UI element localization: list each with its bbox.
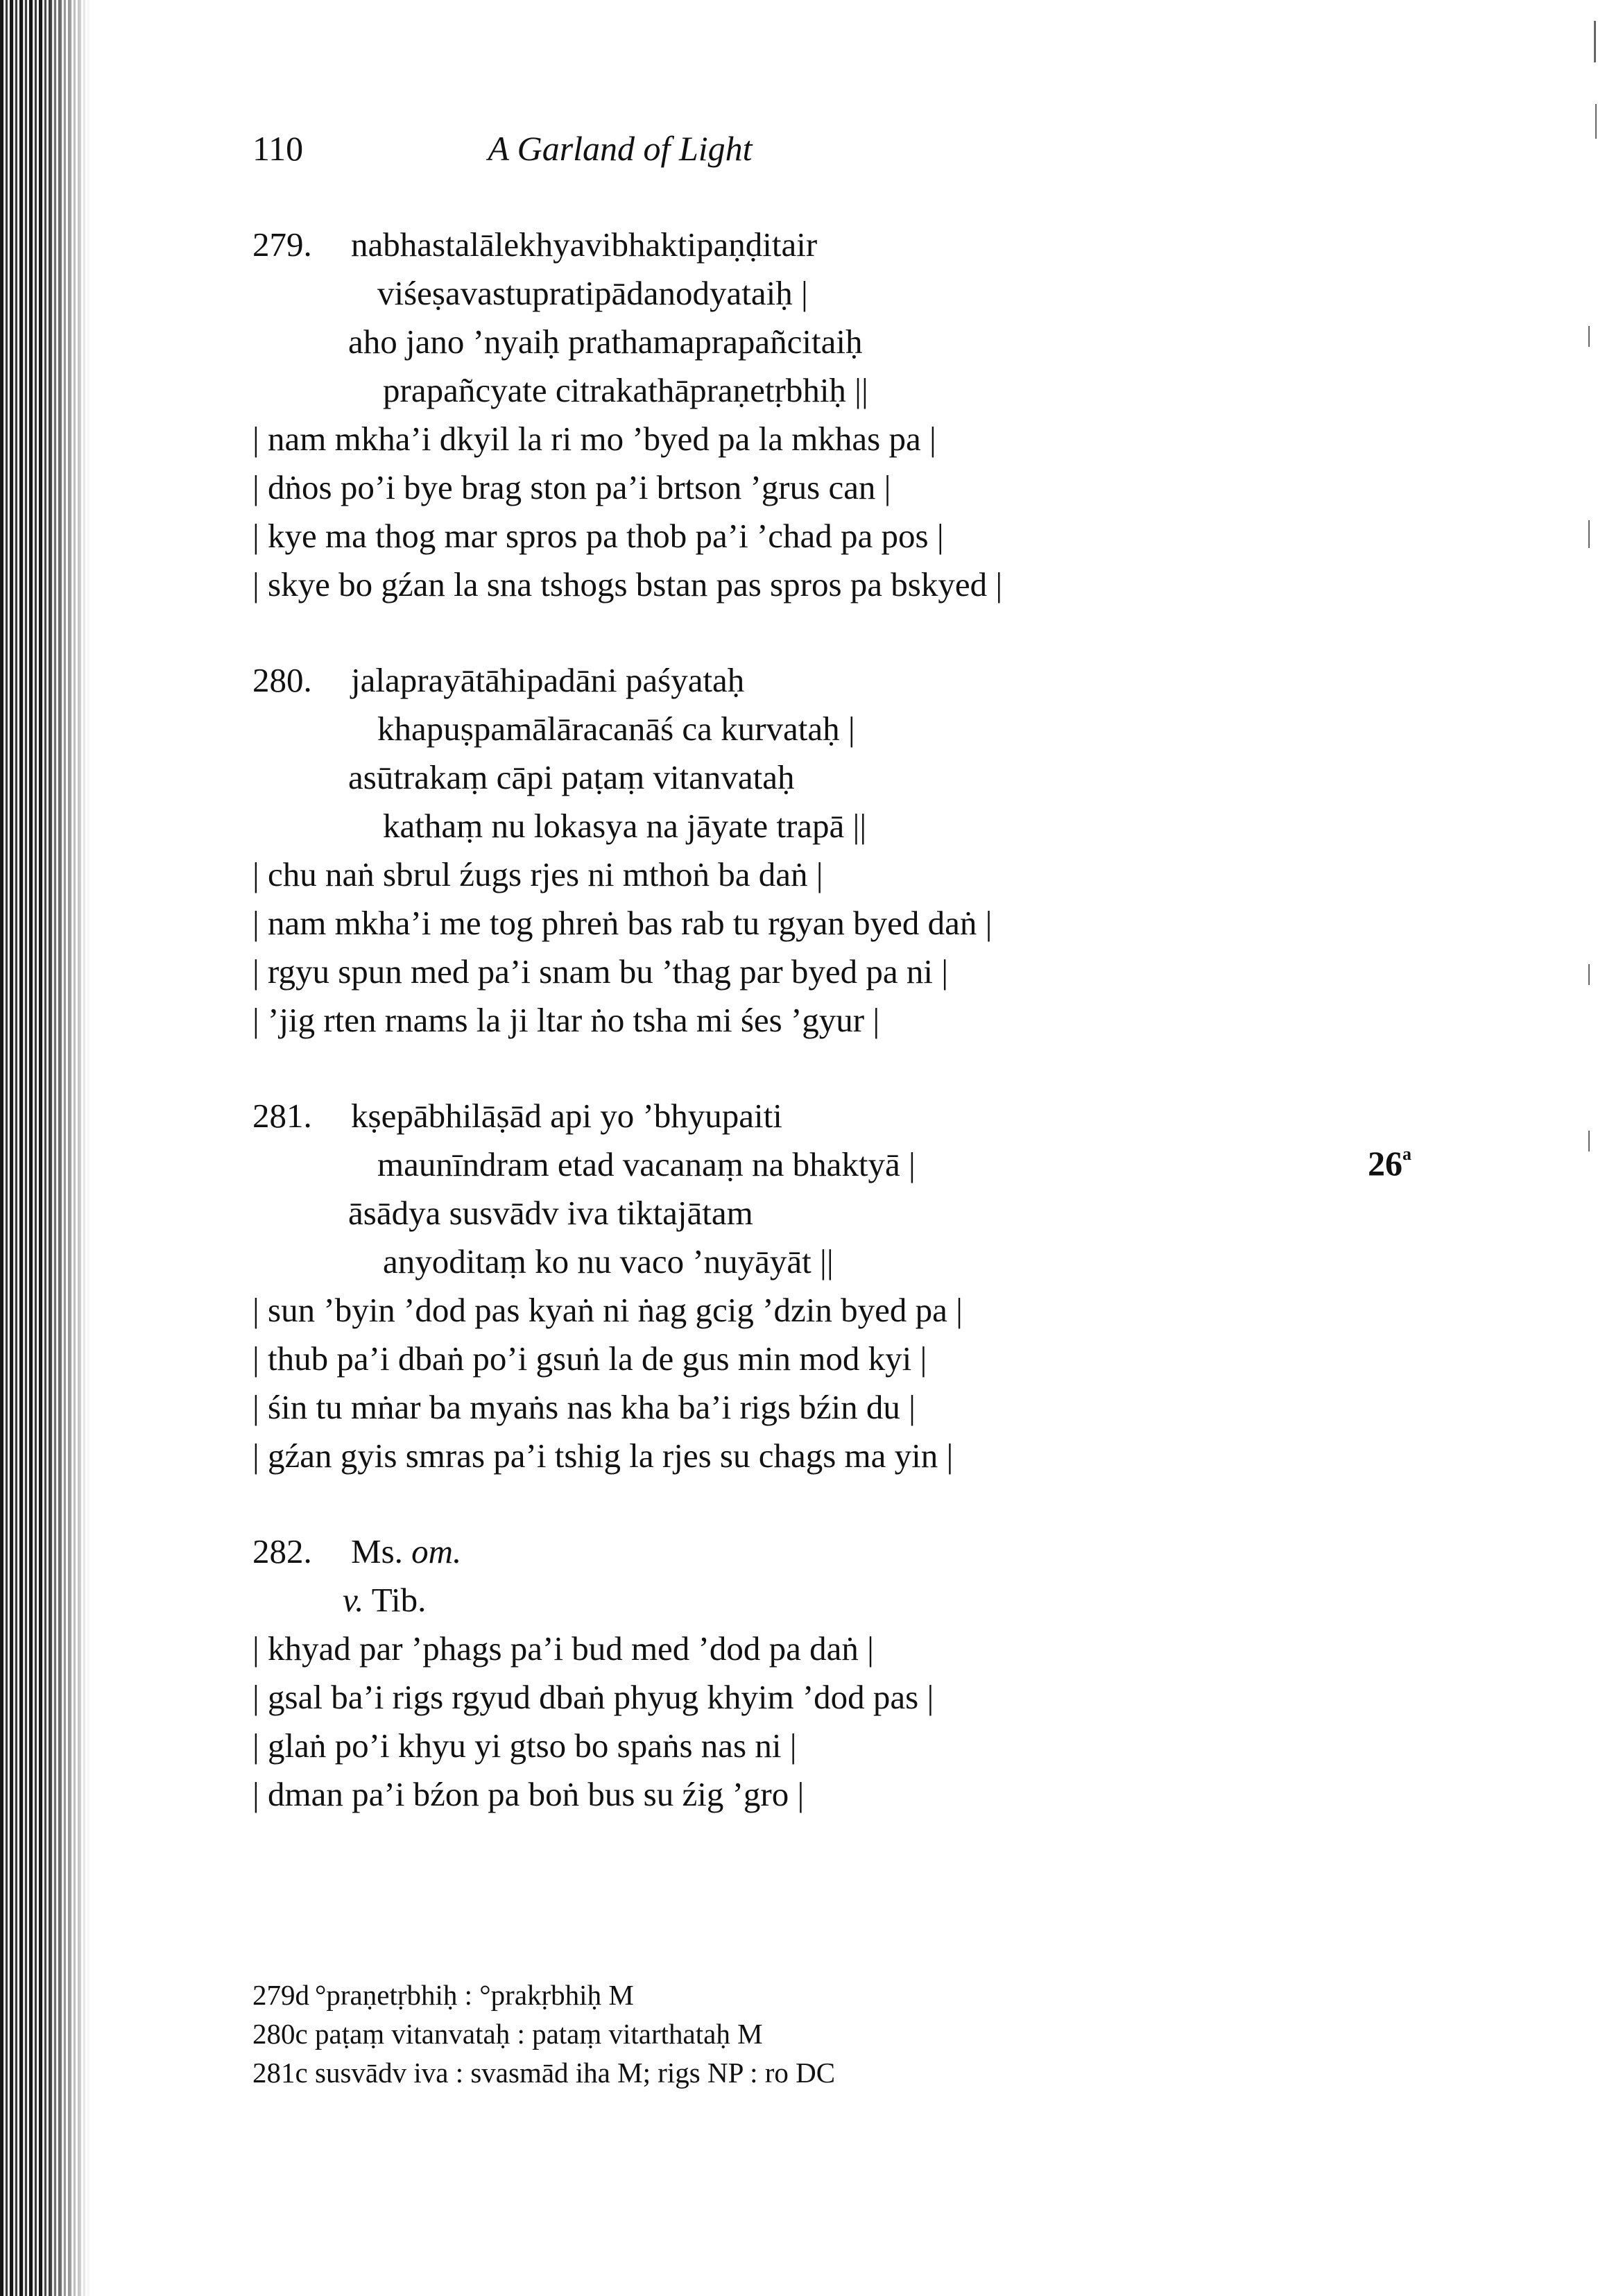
sanskrit-line: āsādya susvādv iva tiktajātam — [348, 1194, 753, 1232]
verse-282 — [252, 1527, 1223, 1819]
page-edge-mark — [1588, 964, 1590, 985]
tibetan-line: | dman pa’i bźon pa boṅ bus su źig ’gro | — [252, 1775, 805, 1813]
tibetan-line: | kye ma thog mar spros pa thob pa’i ’chad pa pos | — [252, 517, 944, 555]
tibetan-line: | dṅos po’i bye brag ston pa’i brtson ’grus can | — [252, 468, 891, 506]
footnote-ref: 280c — [252, 2018, 308, 2050]
running-title: A Garland of Light — [488, 129, 753, 168]
verse-number: 280. — [252, 661, 312, 699]
tibetan-line: | khyad par ’phags pa’i bud med ’dod pa daṅ | — [252, 1629, 874, 1668]
footnote-text: paṭaṃ vitanvataḥ : pataṃ vitarthataḥ M — [315, 2018, 763, 2050]
verse-279 — [252, 221, 1223, 609]
tibetan-line: | gźan gyis smras pa’i tshig la rjes su chags ma yin | — [252, 1437, 954, 1475]
sanskrit-line: 279. nabhastalālekhyavibhaktipaṇḍitair — [252, 221, 1223, 269]
tibetan-line: | ’jig rten rnams la ji ltar ṅo tsha mi śes ’gyur | — [252, 1001, 880, 1039]
sanskrit-line: kathaṃ nu lokasya na jāyate trapā || — [383, 807, 867, 845]
footnote — [252, 2053, 1293, 2092]
footnote-text: susvādv iva : svasmād iha M; rigs NP : ro DC — [315, 2057, 836, 2089]
verse-number: 281. — [252, 1097, 312, 1135]
tibetan-line: | skye bo gźan la sna tshogs bstan pas spros pa bskyed | — [252, 565, 1003, 603]
tibetan-line: | nam mkha’i me tog phreṅ bas rab tu rgyan byed daṅ | — [252, 904, 993, 942]
verse-number: 282. — [252, 1532, 312, 1570]
footnotes — [252, 1976, 1293, 2092]
sanskrit-line: maunīndram etad vacanaṃ na bhaktyā | — [377, 1145, 916, 1183]
tibetan-line: | nam mkha’i dkyil la ri mo ’byed pa la mkhas pa | — [252, 420, 936, 458]
page-edge-mark — [1588, 520, 1590, 548]
page-header — [252, 128, 988, 177]
verse-281 — [252, 1092, 1223, 1480]
sanskrit-line: asūtrakaṃ cāpi paṭaṃ vitanvataḥ — [348, 758, 795, 796]
footnote-ref: 281c — [252, 2057, 308, 2089]
footnote — [252, 2014, 1293, 2053]
tibetan-line: | glaṅ po’i khyu yi gtso bo spaṅs nas ni | — [252, 1727, 797, 1765]
spine-gradient — [42, 0, 90, 2296]
verse-number: 279. — [252, 225, 312, 264]
tibetan-line: | rgyu spun med pa’i snam bu ’thag par byed pa ni | — [252, 952, 949, 991]
tibetan-line: | śin tu mṅar ba myaṅs nas kha ba’i rigs bźin du | — [252, 1388, 916, 1426]
verse-list — [252, 221, 1223, 1866]
page-edge-mark — [1588, 1131, 1590, 1151]
page-edge-mark — [1588, 326, 1590, 347]
sanskrit-line: aho jano ’nyaiḥ prathamaprapañcitaiḥ — [348, 323, 863, 361]
sanskrit-line: viśeṣavastupratipādanodyataiḥ | — [377, 274, 808, 312]
footnote-ref: 279d — [252, 1979, 309, 2011]
sanskrit-line: prapañcyate citrakathāpraṇetṛbhiḥ || — [383, 371, 868, 409]
margin-folio-reference: 26$^a$ — [1368, 1144, 1411, 1183]
page-edge-mark — [1594, 21, 1596, 62]
tibetan-line: | thub pa’i dbaṅ po’i gsuṅ la de gus min mod kyi | — [252, 1339, 927, 1378]
sanskrit-line: khapuṣpamālāracanāś ca kurvataḥ | — [377, 710, 855, 748]
tibetan-source-line: v. Tib. — [343, 1581, 427, 1619]
sanskrit-line: 280. jalaprayātāhipadāni paśyataḥ — [252, 656, 1223, 705]
sanskrit-line: 281. kṣepābhilāṣād api yo ’bhyupaiti — [252, 1092, 1223, 1140]
page-number: 110 — [252, 129, 304, 168]
footnote — [252, 1976, 1293, 2014]
ms-omission-line: 282. Ms. om. — [252, 1527, 1223, 1576]
tibetan-line: | chu naṅ sbrul źugs rjes ni mthoṅ ba daṅ | — [252, 855, 823, 893]
verse-280 — [252, 656, 1223, 1045]
sanskrit-line: anyoditaṃ ko nu vaco ’nuyāyāt || — [383, 1242, 834, 1280]
tibetan-line: | gsal ba’i rigs rgyud dbaṅ phyug khyim ’dod pas | — [252, 1678, 934, 1716]
footnote-text: °praṇetṛbhiḥ : °prakṛbhiḥ M — [315, 1979, 634, 2011]
tibetan-line: | sun ’byin ’dod pas kyaṅ ni ṅag gcig ’dzin byed pa | — [252, 1291, 963, 1329]
page-edge-mark — [1595, 104, 1597, 139]
